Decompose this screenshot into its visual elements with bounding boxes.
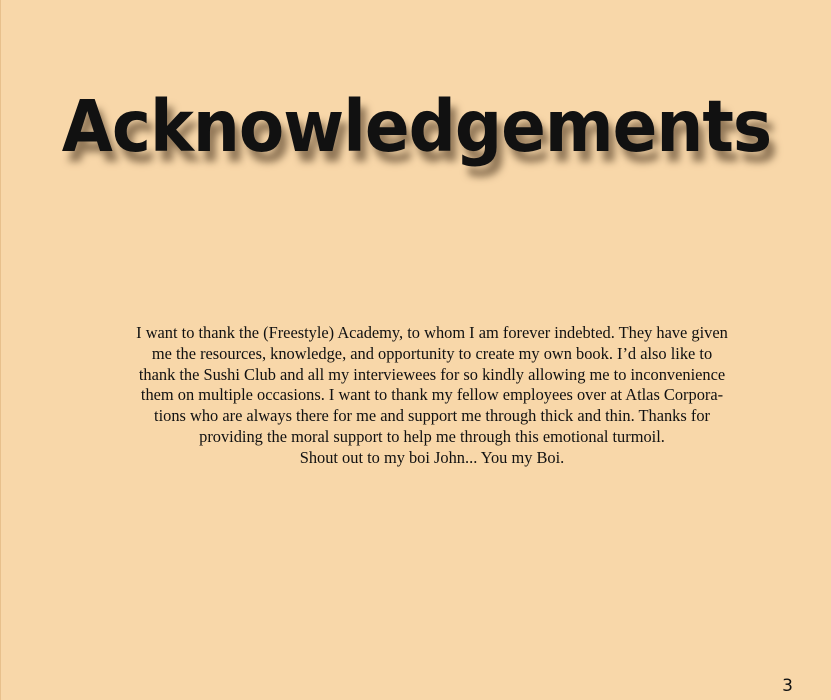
page-title: Acknowledgements [61, 84, 772, 169]
body-line: providing the moral support to help me through this emotional turmoil. [199, 426, 665, 446]
body-line: Shout out to my boi John... You my Boi. [299, 447, 565, 467]
body-line: them on multiple occasions. I want to thank my fellow employees over at Atlas Corpora- [140, 385, 724, 405]
body-line: thank the Sushi Club and all my interviewees for so kindly allowing me to inconvenience [138, 364, 726, 384]
body-line: tions who are always there for me and support me through thick and thin. Thanks for [154, 406, 710, 426]
page-number: 3 [782, 676, 793, 696]
body-line: I want to thank the (Freestyle) Academy, to whom I am forever indebted. They have given [136, 323, 728, 342]
acknowledgements-text [119, 323, 745, 469]
body-line: me the resources, knowledge, and opportunity to create my own book. I’d also like to [151, 343, 713, 363]
